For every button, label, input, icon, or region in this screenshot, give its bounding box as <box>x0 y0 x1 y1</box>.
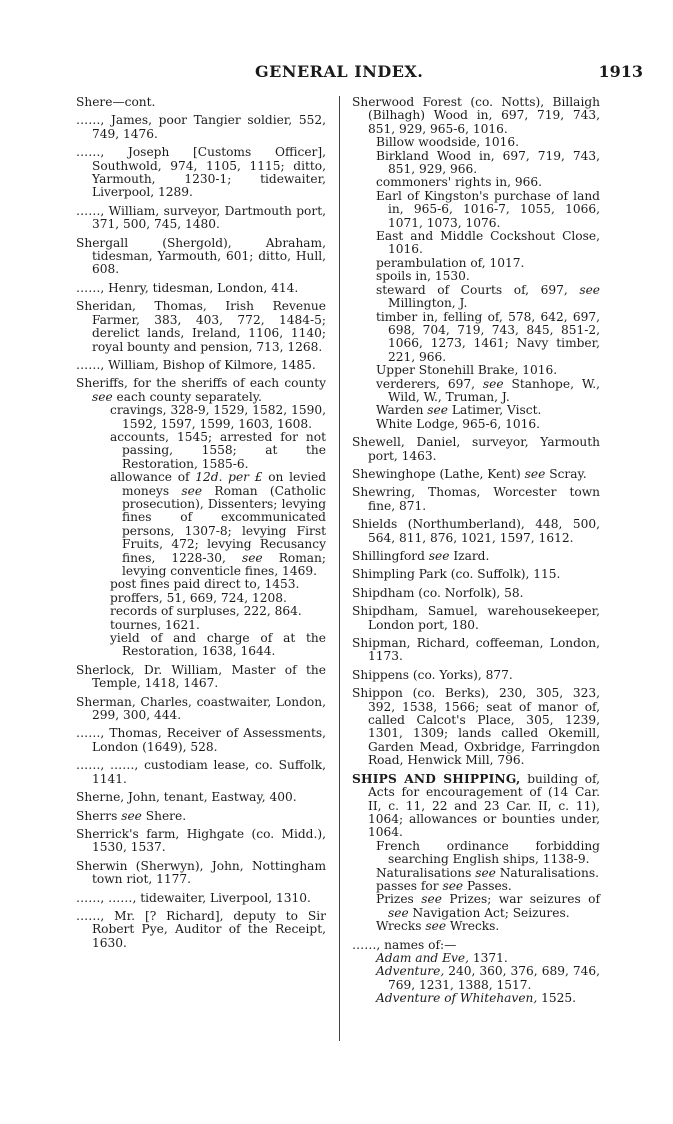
entry-text: East and Middle Cockshout Close, 1016. <box>376 229 600 257</box>
index-subentry <box>352 364 600 377</box>
index-subentry <box>352 920 600 933</box>
entry-text: ……, ……, custodiam lease, co. Suffolk, 1141. <box>76 758 326 786</box>
entry-text: Shields (Northumberland), 448, 500, 564, 811, 876, 1021, 1597, 1612. <box>352 517 600 545</box>
index-subentry <box>352 230 600 257</box>
index-entry <box>76 892 326 905</box>
entry-text: Stanhope, W., Wild, W., Truman, J. <box>388 376 600 404</box>
entry-text: Sherrs <box>76 808 122 823</box>
entry-text: French ordinance forbidding searching English ships, 1138-9. <box>376 838 600 867</box>
entry-text: 1525. <box>537 991 577 1006</box>
index-entry <box>76 791 326 804</box>
index-subentry <box>352 257 600 270</box>
entry-text: see <box>428 549 450 563</box>
index-entry <box>76 696 326 723</box>
entry-text: passes for <box>376 878 443 893</box>
entry-text: Billow woodside, 1016. <box>376 135 520 150</box>
entry-text: Wrecks. <box>446 919 500 934</box>
index-subentry <box>352 840 600 867</box>
right-column <box>352 96 600 1011</box>
index-entry-group <box>76 377 326 659</box>
index-entry <box>76 205 326 232</box>
entry-text: verderers, 697, <box>376 376 483 391</box>
entry-text: see <box>92 389 113 404</box>
entry-text: Sherwood Forest (co. Notts), Billaigh (Bilhagh) Wood in, 697, 719, 743, 851, 929, 965-6, 1016. <box>352 95 600 136</box>
index-entry <box>352 468 600 481</box>
entry-text: Prizes; war seizures of <box>441 892 601 907</box>
index-subentry <box>352 418 600 431</box>
index-entry <box>352 96 600 136</box>
entry-text: Upper Stonehill Brake, 1016. <box>376 363 558 378</box>
entry-text: Birkland Wood in, 697, 719, 743, 851, 929, 966. <box>376 148 600 177</box>
index-entry-group <box>352 96 600 431</box>
index-subentry <box>352 893 600 920</box>
index-subentry <box>76 605 326 618</box>
entry-text: post fines paid direct to, 1453. <box>110 577 300 592</box>
entry-text: Shillingford <box>352 549 429 563</box>
index-entry-group <box>352 939 600 1006</box>
left-column <box>76 96 326 955</box>
entry-text: proffers, 51, 669, 724, 1208. <box>110 590 287 605</box>
index-subentry <box>76 404 326 431</box>
entry-text: cravings, 328-9, 1529, 1582, 1590, 1592, 1597, 1599, 1603, 1608. <box>110 403 326 431</box>
entry-text: Latimer, Visct. <box>447 403 542 418</box>
entry-text: perambulation of, 1017. <box>376 255 525 270</box>
column-divider <box>339 96 340 1041</box>
index-entry <box>76 359 326 372</box>
index-subentry <box>352 378 600 405</box>
entry-text: Shippon (co. Berks), 230, 305, 323, 392, 1538, 1566; seat of manor of, called Calcot's Place, 305, 1239, 1301, 1309; lands called Okemill, Garden Mead, Oxbridge, Farringdon Road, Henwick Mill, 796. <box>352 686 600 768</box>
entry-text: see <box>442 878 464 893</box>
entry-text: Sheridan, Thomas, Irish Revenue Farmer, 383, 403, 772, 1484-5; derelict lands, Ireland, 1106, 1140; royal bounty and pension, 713, 1268. <box>76 299 326 354</box>
entry-text: 240, 360, 376, 689, 746, 769, 1231, 1388, 1517. <box>388 964 600 992</box>
page-title: GENERAL INDEX. <box>255 62 424 81</box>
entry-text: Sherman, Charles, coastwaiter, London, 299, 300, 444. <box>76 694 326 723</box>
index-entry <box>352 669 600 682</box>
entry-text: records of surpluses, 222, 864. <box>110 604 302 619</box>
entry-text: Scray. <box>545 466 587 481</box>
index-entry <box>76 282 326 295</box>
entry-text: Sherne, John, tenant, Eastway, 400. <box>76 790 297 805</box>
index-subentry <box>352 880 600 893</box>
entry-text: SHIPS AND SHIPPING, <box>352 771 521 786</box>
entry-text: see <box>579 282 600 297</box>
entry-text: ……, Mr. [? Richard], deputy to Sir Robert Pye, Auditor of the Receipt, 1630. <box>76 908 326 950</box>
entry-text: Sherwin (Sherwyn), John, Nottingham town riot, 1177. <box>76 858 326 887</box>
entry-text: Warden <box>376 403 428 418</box>
entry-text: White Lodge, 965-6, 1016. <box>376 416 541 431</box>
index-entry <box>76 237 326 277</box>
index-subentry <box>352 404 600 417</box>
entry-text: Passes. <box>463 878 512 893</box>
index-entry <box>76 377 326 404</box>
entry-text: 12d. per £ <box>195 470 263 485</box>
entry-text: Shipdham (co. Norfolk), 58. <box>352 585 524 600</box>
entry-text: Wrecks <box>376 919 426 934</box>
entry-text: ……, ……, tidewaiter, Liverpool, 1310. <box>76 890 311 905</box>
index-entry <box>76 96 326 109</box>
index-entry <box>76 300 326 354</box>
entry-text: Shergall (Shergold), Abraham, tidesman, Yarmouth, 601; ditto, Hull, 608. <box>76 235 326 277</box>
entry-text: Sherrick's farm, Highgate (co. Midd.), 1530, 1537. <box>76 826 326 855</box>
index-entry <box>76 146 326 200</box>
entry-text: Adventure of Whitehaven, <box>376 991 538 1006</box>
index-subentry <box>76 578 326 591</box>
index-entry <box>76 114 326 141</box>
entry-text: allowance of <box>110 470 196 485</box>
index-subentry <box>352 867 600 880</box>
entry-text: see <box>475 865 496 880</box>
entry-text: ……, names of:— <box>352 937 457 952</box>
entry-text: Shere—cont. <box>76 95 156 109</box>
index-subentry <box>352 136 600 149</box>
index-entry <box>352 568 600 581</box>
entry-text: Shimpling Park (co. Suffolk), 115. <box>352 567 561 582</box>
entry-text: tournes, 1621. <box>110 617 200 632</box>
entry-text: see <box>421 892 442 907</box>
index-entry <box>352 518 600 545</box>
index-subentry <box>352 176 600 189</box>
entry-text: see <box>121 808 142 823</box>
index-entry <box>352 550 600 563</box>
entry-text: see <box>425 919 447 934</box>
entry-text: Shere. <box>141 808 187 823</box>
index-subentry <box>76 592 326 605</box>
index-entry <box>76 727 326 754</box>
entry-text: ……, Joseph [Customs Officer], Southwold, 974, 1105, 1115; ditto, Yarmouth, 1230-1; tidewaiter, Liverpool, 1289. <box>76 145 326 200</box>
index-entry <box>352 637 600 664</box>
entry-text: each county separately. <box>112 389 262 404</box>
index-subentry <box>76 471 326 578</box>
entry-text: steward of Courts of, 697, <box>376 282 580 297</box>
entry-text: ……, Henry, tidesman, London, 414. <box>76 280 299 295</box>
entry-text: Sherlock, Dr. William, Master of the Temple, 1418, 1467. <box>76 662 326 691</box>
index-entry <box>76 810 326 823</box>
entry-text: Izard. <box>449 549 490 563</box>
entry-text: Adam and Eve, <box>376 950 469 965</box>
index-entry <box>76 910 326 950</box>
index-entry <box>76 664 326 691</box>
entry-text: Sheriffs, for the sheriffs of each county <box>76 376 326 391</box>
index-entry <box>76 828 326 855</box>
entry-text: ……, Thomas, Receiver of Assessments, London (1649), 528. <box>76 726 326 754</box>
entry-text: Shipdham, Samuel, warehousekeeper, London port, 180. <box>352 604 600 632</box>
entry-text: Naturalisations <box>376 865 476 880</box>
entry-text: Shewinghope (Lathe, Kent) <box>352 466 525 481</box>
index-subentry <box>352 270 600 283</box>
index-entry <box>76 759 326 786</box>
index-entry-group <box>352 773 600 934</box>
entry-text: on levied moneys <box>122 470 327 498</box>
index-entry <box>76 860 326 887</box>
entry-text: see <box>388 905 409 920</box>
entry-text: see <box>524 466 546 481</box>
index-entry <box>352 939 600 952</box>
index-entry <box>352 687 600 767</box>
entry-text: Roman (Catholic prosecution), Dissenters; levying fines of excommunicated persons, 1307-8; levying First Fruits, 472; levying Recusancy fines, 1228-30, <box>122 483 326 565</box>
entry-text: Navigation Act; Seizures. <box>408 905 570 920</box>
entry-text: Shippens (co. Yorks), 877. <box>352 667 513 682</box>
entry-text: see <box>181 483 203 498</box>
entry-text: commoners' rights in, 966. <box>376 175 543 190</box>
entry-text: building of, Acts for encouragement of (14 Car. II, c. 11, 22 and 23 Car. II, c. 11), 1064; allowances or bounties under, 1064. <box>368 771 600 840</box>
index-subentry <box>352 150 600 177</box>
entry-text: see <box>427 403 448 418</box>
index-subentry <box>352 965 600 992</box>
index-subentry <box>352 992 600 1005</box>
entry-text: 1371. <box>468 950 508 965</box>
entry-text: ……, William, Bishop of Kilmore, 1485. <box>76 357 316 372</box>
index-entry <box>352 486 600 513</box>
entry-text: yield of and charge of at the Restoration, 1638, 1644. <box>110 631 326 659</box>
page-header <box>0 62 673 88</box>
index-subentry <box>352 190 600 230</box>
page-number: 1913 <box>598 62 643 81</box>
index-entry <box>352 436 600 463</box>
entry-text: spoils in, 1530. <box>376 269 470 284</box>
entry-text: Prizes <box>376 892 422 907</box>
entry-text: Naturalisations. <box>495 865 599 880</box>
index-subentry <box>76 632 326 659</box>
entry-text: accounts, 1545; arrested for not passing, 1558; at the Restoration, 1585-6. <box>110 429 326 471</box>
entry-text: Shipman, Richard, coffeeman, London, 1173. <box>352 636 600 664</box>
entry-text: Shewring, Thomas, Worcester town fine, 871. <box>352 485 600 513</box>
index-subentry <box>352 311 600 365</box>
index-entry <box>352 773 600 840</box>
entry-text: see <box>241 550 263 565</box>
entry-text: see <box>482 376 504 391</box>
index-entry <box>352 605 600 632</box>
entry-text: ……, William, surveyor, Dartmouth port, 371, 500, 745, 1480. <box>76 203 326 232</box>
index-entry <box>352 587 600 600</box>
index-subentry <box>76 431 326 471</box>
index-subentry <box>352 284 600 311</box>
entry-text: Shewell, Daniel, surveyor, Yarmouth port, 1463. <box>352 435 600 463</box>
entry-text: Roman; levying conventicle fines, 1469. <box>122 550 326 578</box>
entry-text: Millington, J. <box>388 296 468 311</box>
entry-text: Earl of Kingston's purchase of land in, 965-6, 1016-7, 1055, 1066, 1071, 1073, 1076. <box>376 188 600 230</box>
index-subentry <box>76 619 326 632</box>
entry-text: ……, James, poor Tangier soldier, 552, 749, 1476. <box>76 113 326 141</box>
entry-text: timber in, felling of, 578, 642, 697, 698, 704, 719, 743, 845, 851-2, 1066, 1273, 1461; Navy timber, 221, 966. <box>376 309 600 364</box>
index-subentry <box>352 952 600 965</box>
entry-text: Adventure, <box>376 964 445 979</box>
